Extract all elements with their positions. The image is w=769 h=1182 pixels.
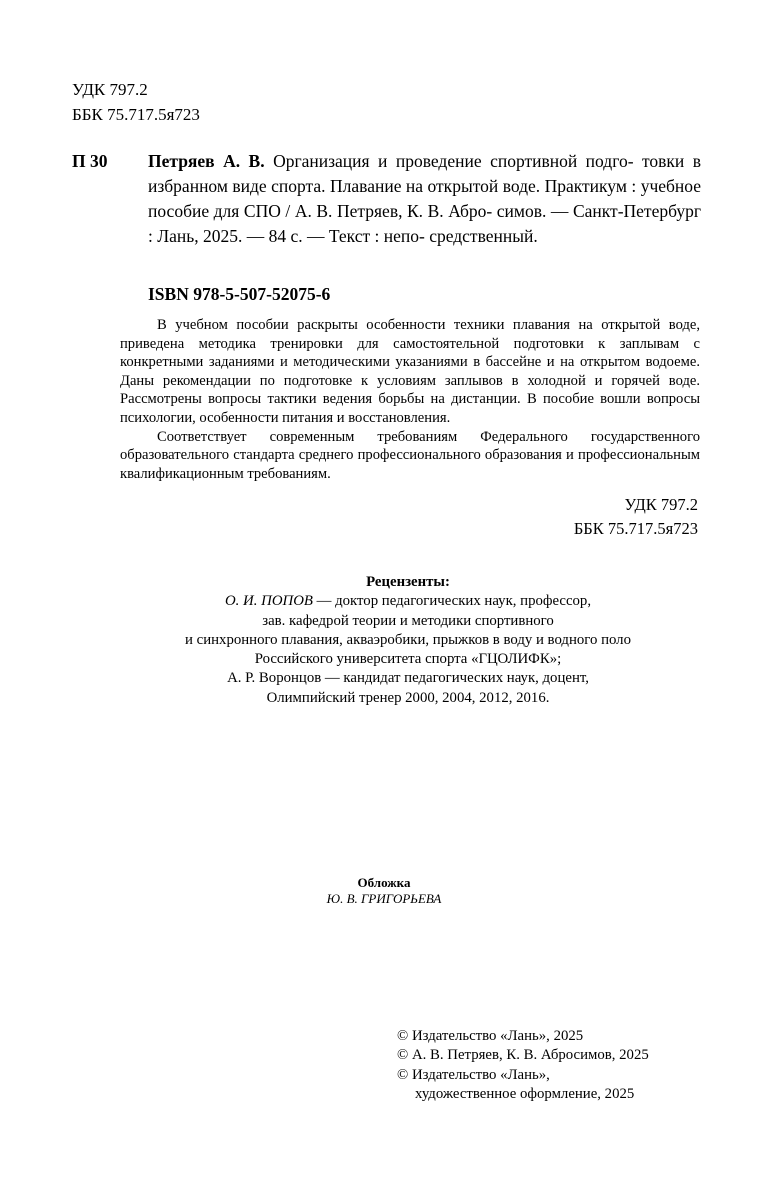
bib-line-2: товки в избранном виде спорта. Плавание на открытой воде. [148, 151, 702, 196]
bbk-code: ББК 75.717.5я723 [573, 519, 698, 538]
reviewer-1-name: О. И. ПОПОВ [224, 593, 313, 610]
bib-author: Петряев А. В. [148, 151, 265, 171]
copyright-line-4: художественное оформление, 2025 [415, 1086, 635, 1103]
reviewers-heading: Рецензенты: [366, 574, 450, 590]
bibliographic-entry [148, 149, 701, 249]
author-mark: П 30 [72, 151, 108, 171]
reviewer-1-line-2: зав. кафедрой теории и методики спортивного [262, 612, 554, 629]
udk-code: УДК 797.2 [624, 495, 698, 514]
reviewer-1-line-3: и синхронного плавания, акваэробики, прыжков в воду и водного поло [185, 631, 631, 648]
bib-line-4: симов. — Санкт-Петербург : Лань, 2025. — 84 с. — Текст : непо- [148, 201, 702, 246]
bib-line-3: Практикум : учебное пособие для СПО / А. В. Петряев, К. В. Абро- [148, 176, 702, 221]
bib-line-1: Организация и проведение спортивной подго- [273, 151, 634, 171]
reviewer-2-line-1: А. Р. Воронцов — кандидат педагогических наук, доцент, [227, 670, 589, 687]
isbn: ISBN 978-5-507-52075-6 [148, 284, 331, 304]
annotation [120, 316, 700, 483]
copyright-line-1: © Издательство «Лань», 2025 [397, 1028, 584, 1044]
copyright-line-2: © А. В. Петряев, К. В. Абросимов, 2025 [397, 1047, 649, 1064]
top-classification [72, 77, 200, 127]
reviewer-1-title: — доктор педагогических наук, профессор, [312, 593, 592, 610]
copyright-block [397, 1027, 727, 1105]
reviewer-1-line-4: Российского университета спорта «ГЦОЛИФК»; [254, 651, 562, 668]
annotation-paragraph: В учебном пособии раскрыты особенности техники плавания на открытой воде, приведена методика тренировки для самостоятельной подготовки к заплывам с конкретными заданиями и методическими указаниями в бассейне и на открытом водоеме. Даны рекомендации по подготовке к условиям заплывов в холодной и горячей воде. Рассмотрены вопросы тактики ведения борьбы на дистанции. В пособие вошли вопросы психологии, особенности питания и восстановления. [120, 317, 700, 426]
bbk-code: ББК 75.717.5я723 [72, 105, 200, 124]
annotation-paragraph: Соответствует современным требованиям Федерального государственного образовательного стандарта среднего профессионального образования и профессиональным квалификационным требованиям. [120, 428, 700, 482]
reviewer-1-line-1 [90, 592, 726, 611]
udk-code: УДК 797.2 [72, 80, 148, 99]
copyright-line-3: © Издательство «Лань», [397, 1066, 550, 1083]
bottom-classification [574, 493, 698, 541]
reviewer-2-line-2: Олимпийский тренер 2000, 2004, 2012, 2016. [266, 689, 550, 706]
cover-heading: Обложка [357, 875, 411, 890]
reviewers-block [90, 573, 726, 708]
cover-designer: Ю. В. ГРИГОРЬЕВА [326, 891, 442, 906]
bib-line-5: средственный. [429, 226, 538, 246]
cover-credit [234, 875, 534, 907]
